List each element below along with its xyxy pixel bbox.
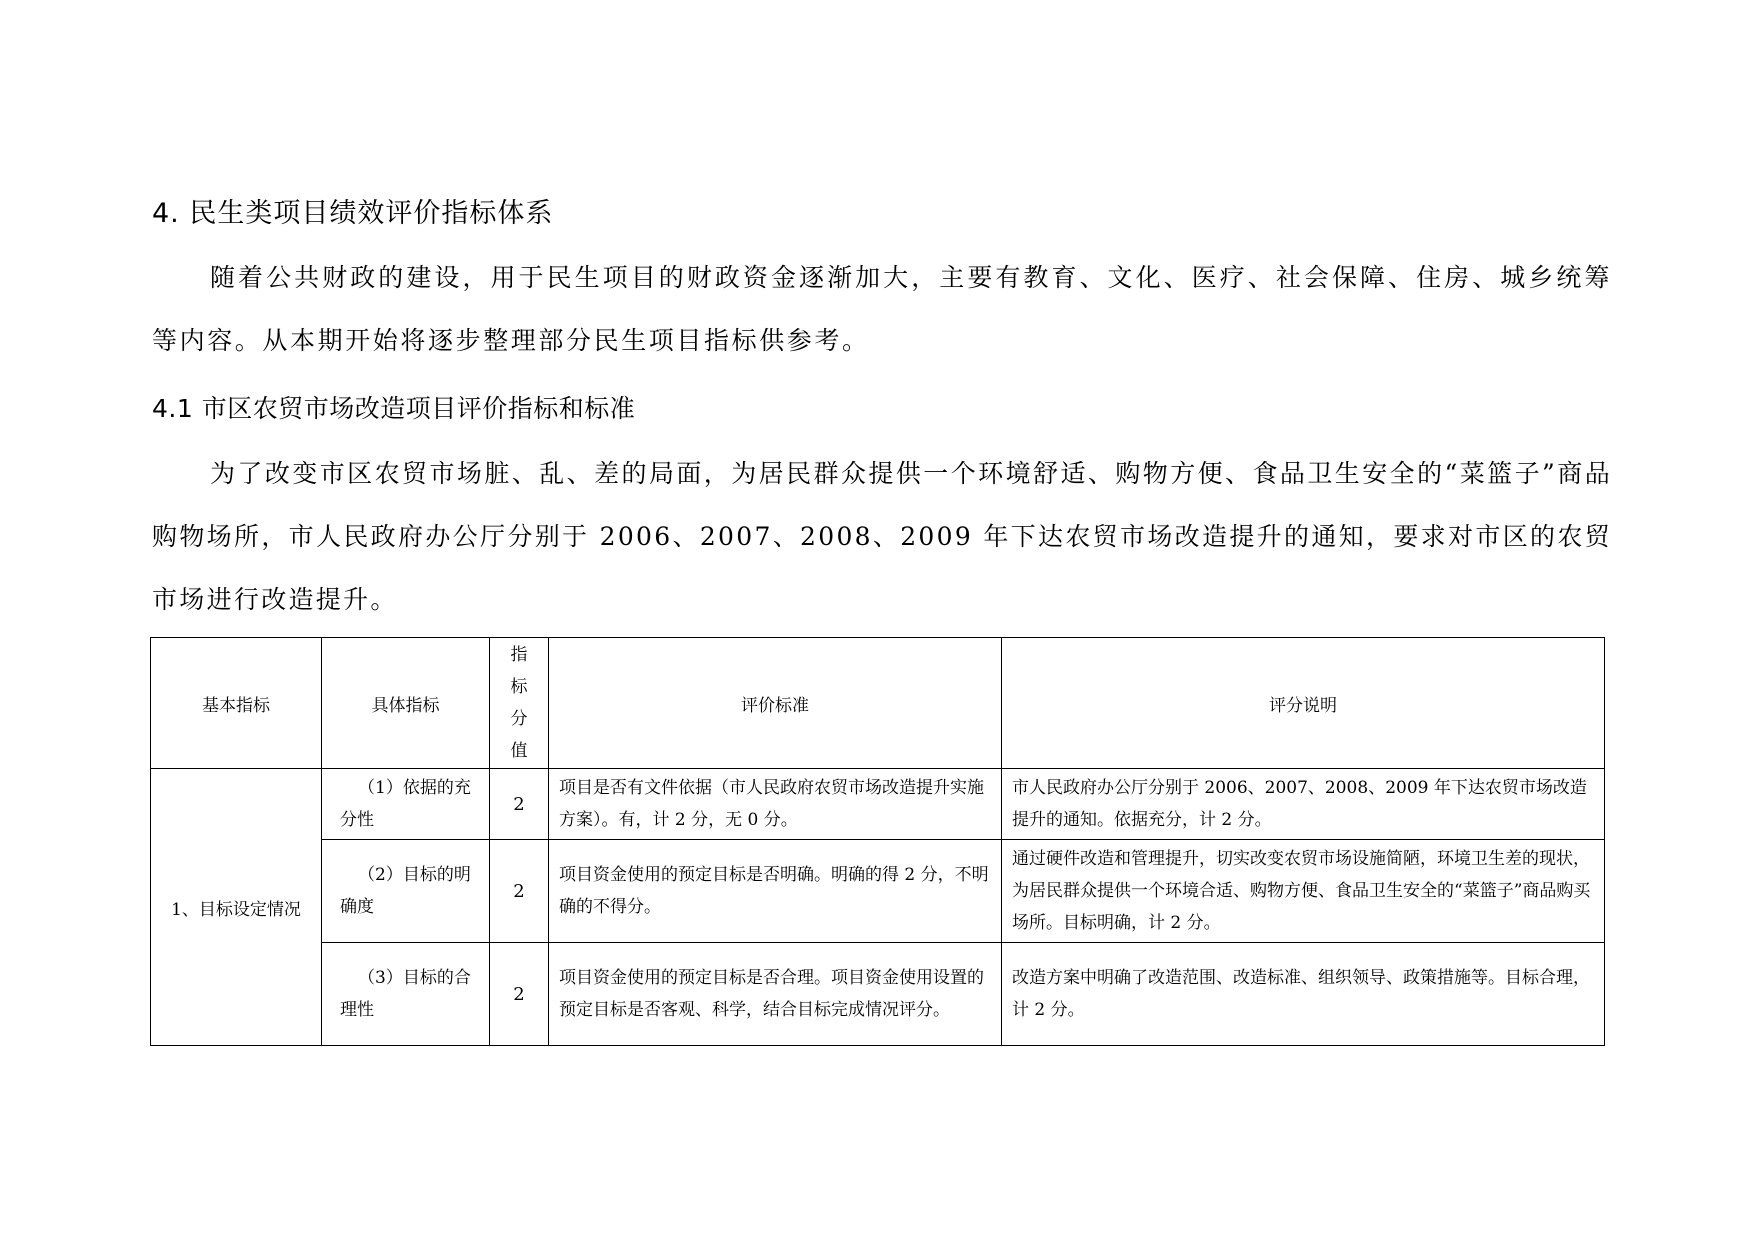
score-cell: 2 (490, 840, 549, 943)
header-score-label: 指标分值 (510, 645, 528, 761)
criteria-cell: 项目资金使用的预定目标是否明确。明确的得 2 分，不明确的不得分。 (549, 840, 1002, 943)
header-explanation: 评分说明 (1002, 638, 1605, 769)
specific-indicator-cell: （2）目标的明确度 (322, 840, 490, 943)
table-row (151, 840, 1605, 943)
specific-indicator-cell: （1）依据的充分性 (322, 769, 490, 840)
header-criteria: 评价标准 (549, 638, 1002, 769)
section-title: 4. 民生类项目绩效评价指标体系 (152, 198, 554, 229)
header-basic-indicator: 基本指标 (151, 638, 322, 769)
table-row (151, 943, 1605, 1046)
section-paragraph: 随着公共财政的建设，用于民生项目的财政资金逐渐加大，主要有教育、文化、医疗、社会保障、住房、城乡统筹等内容。从本期开始将逐步整理部分民生项目指标供参考。 (152, 263, 1612, 355)
explanation-cell: 改造方案中明确了改造范围、改造标准、组织领导、政策措施等。目标合理，计 2 分。 (1002, 943, 1605, 1046)
header-score (490, 638, 549, 769)
criteria-cell: 项目资金使用的预定目标是否合理。项目资金使用设置的预定目标是否客观、科学，结合目标完成情况评分。 (549, 943, 1002, 1046)
basic-indicator-cell: 1、目标设定情况 (151, 769, 322, 1046)
subsection-paragraph: 为了改变市区农贸市场脏、乱、差的局面，为居民群众提供一个环境舒适、购物方便、食品卫生安全的“菜篮子”商品购物场所，市人民政府办公厅分别于 2006、2007、2008、2009 年下达农贸市场改造提升的通知，要求对市区的农贸市场进行改造提升。 (152, 459, 1612, 614)
criteria-cell: 项目是否有文件依据（市人民政府农贸市场改造提升实施方案）。有，计 2 分，无 0 分。 (549, 769, 1002, 840)
table-header-row (151, 638, 1605, 769)
explanation-cell: 通过硬件改造和管理提升，切实改变农贸市场设施简陋，环境卫生差的现状，为居民群众提供一个环境合适、购物方便、食品卫生安全的“菜篮子”商品购买场所。目标明确，计 2 分。 (1002, 840, 1605, 943)
header-specific-indicator: 具体指标 (322, 638, 490, 769)
explanation-cell: 市人民政府办公厅分别于 2006、2007、2008、2009 年下达农贸市场改造提升的通知。依据充分，计 2 分。 (1002, 769, 1605, 840)
table-row (151, 769, 1605, 840)
specific-indicator-cell: （3）目标的合理性 (322, 943, 490, 1046)
evaluation-table (150, 637, 1605, 1046)
score-cell: 2 (490, 943, 549, 1046)
subsection-title: 4.1 市区农贸市场改造项目评价指标和标准 (152, 394, 636, 423)
score-cell: 2 (490, 769, 549, 840)
